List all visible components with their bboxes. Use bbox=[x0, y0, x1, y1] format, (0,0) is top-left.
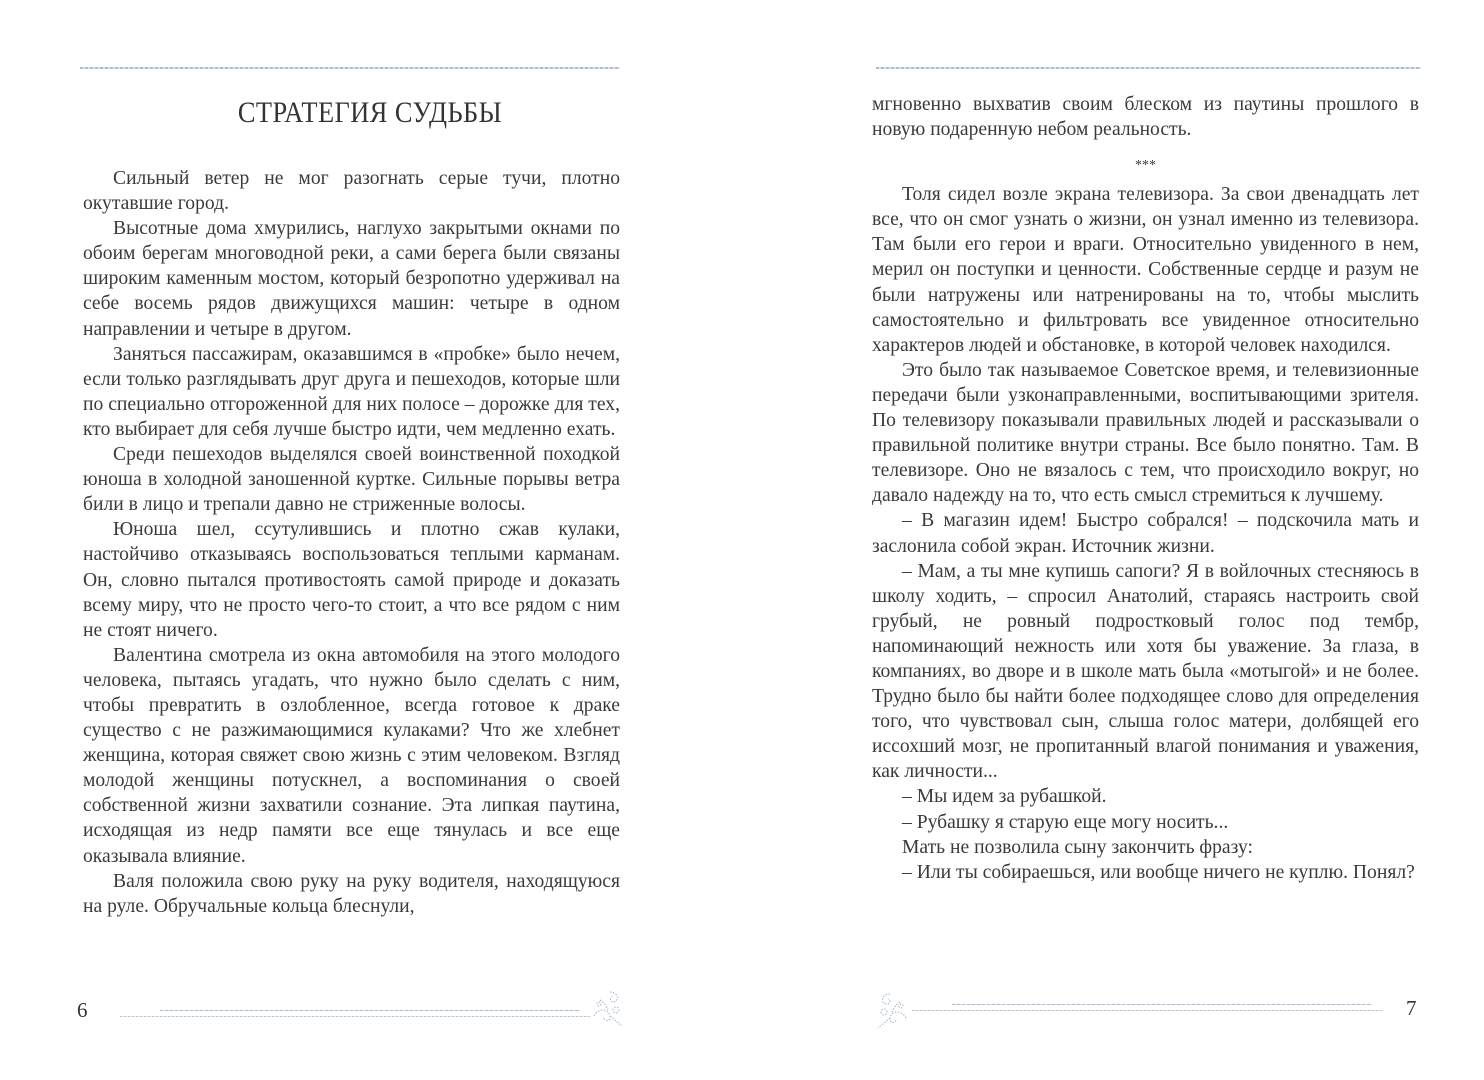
bottom-rule bbox=[160, 1010, 580, 1011]
section-separator: *** bbox=[1135, 158, 1156, 174]
paragraph: – Или ты собираешься, или вообще ничего не куплю. Понял? bbox=[902, 861, 1415, 883]
floral-swirl-icon bbox=[590, 988, 626, 1028]
paragraph: Это было так называемое Советское время, и телевизионные передачи были узконаправленными, воспитывающими зрителя. По телевизору показывали правильных людей и рассказывали о правильной политике внутри страны. Все было понятно. Там. В телевизоре. Оно не вязалось с тем, что происходило вокруг, но давало надежду на то, что есть смысл стремиться к лучшему. bbox=[872, 359, 1419, 507]
paragraph: – Мы идем за рубашкой. bbox=[902, 786, 1107, 808]
paragraph: Валентина смотрела из окна автомобиля на этого молодого человека, пытаясь угадать, что нужно было сделать с ним, чтобы превратить в озлобленное, всегда готовое к драке существо с не разжимающимися кулаками? Что же хлебнет женщина, которая свяжет свою жизнь с этим человеком. Взгляд молодой женщины потускнел, а воспоминания о своей собственной жизни захватили сознание. Эта липкая паутина, исходящая из недр памяти все еще тянулась и все еще оказывала влияние. bbox=[83, 644, 620, 867]
paragraph: – Рубашку я старую еще могу носить... bbox=[902, 811, 1229, 833]
top-rule bbox=[80, 67, 620, 69]
chapter-title: СТРАТЕГИЯ СУДЬБЫ bbox=[237, 96, 503, 129]
right-page-body bbox=[872, 92, 1419, 982]
left-page-body bbox=[83, 166, 620, 978]
paragraph: Среди пешеходов выделялся своей воинственной походкой юноша в холодной заношенной куртке. Сильные порывы ветра били в лицо и трепали давно не стриженные волосы. bbox=[83, 444, 620, 516]
paragraph: Сильный ветер не мог разогнать серые тучи, плотно окутавшие город. bbox=[83, 168, 620, 215]
right-page bbox=[742, 0, 1484, 1080]
paragraph: Высотные дома хмурились, наглухо закрытыми окнами по обоим берегам многоводной реки, а сами берега были связаны широким каменным мостом, который безропотно удерживал на себе восемь рядов движущихся машин: четыре в одном направлении и четыре в другом. bbox=[83, 218, 620, 340]
paragraph: – Мам, а ты мне купишь сапоги? Я в войлочных стесняюсь в школу ходить, – спросил Анатолий, стараясь настроить свой грубый, не ровный подростковый голос под тембр, напоминающий нежность или хотя бы уважение. За глаза, в компаниях, во дворе и в школе мать была «мотыгой» и не более. Трудно было бы найти более подходящее слово для определения того, что чувствовал сын, слыша голос матери, долбящей его иссохший мозг, не пропитанный влагой понимания и уважения, как личности... bbox=[872, 560, 1419, 783]
paragraph: – В магазин идем! Быстро собрался! – подскочила мать и заслонила собой экран. Источник жизни. bbox=[872, 510, 1419, 557]
page-number: 6 bbox=[77, 998, 88, 1022]
floral-swirl-icon bbox=[874, 990, 910, 1030]
bottom-rule bbox=[952, 1004, 1372, 1005]
page-number: 7 bbox=[1406, 996, 1417, 1020]
top-rule bbox=[876, 67, 1421, 69]
paragraph: Толя сидел возле экрана телевизора. За свои двенадцать лет все, что он смог узнать о жизни, он узнал именно из телевизора. Там были его герои и враги. Относительно увиденного в нем, мерил он поступки и ценности. Собственные сердце и разум не были натружены или натренированы на то, чтобы мыслить самостоятельно и фильтровать все увиденное относительно характеров людей и обстановке, в которой человек находился. bbox=[872, 184, 1419, 356]
continuation-paragraph: мгновенно выхватив своим блеском из паутины прошлого в новую подаренную небом реальность. bbox=[872, 94, 1419, 141]
paragraph: Юноша шел, ссутулившись и плотно сжав кулаки, настойчиво отказываясь воспользоваться теплыми карманам. Он, словно пытался противостоять самой природе и доказать всему миру, что не просто чего-то стоит, а что все рядом с ним не стоят ничего. bbox=[83, 519, 620, 641]
paragraph: Валя положила свою руку на руку водителя, находящуюся на руле. Обручальные кольца блеснули, bbox=[83, 870, 620, 917]
paragraph: Мать не позволила сыну закончить фразу: bbox=[902, 836, 1253, 858]
paragraph: Заняться пассажирам, оказавшимся в «пробке» было нечем, если только разглядывать друг друга и пешеходов, которые шли по специально отгороженной для них полосе – дорожке для тех, кто выбирает для себя лучше быстро идти, чем медленно ехать. bbox=[83, 343, 620, 440]
